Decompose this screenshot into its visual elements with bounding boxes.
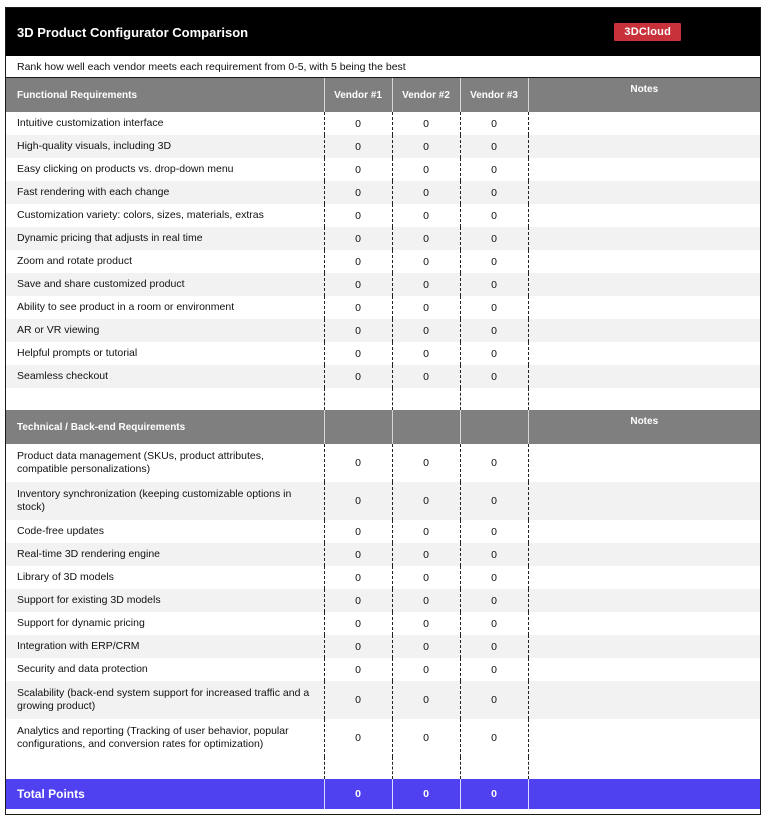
table-row — [6, 158, 760, 181]
instructions-text: Rank how well each vendor meets each requirement from 0-5, with 5 being the best — [6, 56, 760, 78]
vendor-2-score[interactable]: 0 — [392, 158, 460, 181]
table-row — [6, 181, 760, 204]
vendor-1-score[interactable]: 0 — [324, 158, 392, 181]
table-row — [6, 543, 760, 566]
table-row — [6, 365, 760, 388]
comparison-sheet — [5, 7, 761, 815]
requirement-label: Analytics and reporting (Tracking of user behavior, popular configurations, and conversion rates for optimization) — [17, 725, 289, 750]
table-row — [6, 520, 760, 543]
requirement-label: Inventory synchronization (keeping customizable options in stock) — [6, 482, 324, 520]
notes-cell[interactable] — [528, 719, 760, 757]
vendor-2-score[interactable]: 0 — [392, 444, 460, 482]
title-bar — [6, 8, 760, 56]
vendor-3-score[interactable]: 0 — [460, 250, 528, 273]
vendor-3-score[interactable]: 0 — [460, 520, 528, 543]
vendor-1-score[interactable]: 0 — [324, 227, 392, 250]
vendor-1-score[interactable]: 0 — [324, 520, 392, 543]
vendor-3-score[interactable]: 0 — [460, 204, 528, 227]
vendor-2-score[interactable]: 0 — [392, 566, 460, 589]
vendor-2-score[interactable]: 0 — [392, 365, 460, 388]
requirement-label: Support for existing 3D models — [6, 589, 324, 612]
requirement-label: AR or VR viewing — [6, 319, 324, 342]
total-vendor-3: 0 — [460, 779, 528, 809]
vendor-3-header: Vendor #3 — [460, 78, 528, 112]
vendor-1-header: Vendor #1 — [324, 78, 392, 112]
vendor-1-score[interactable]: 0 — [324, 250, 392, 273]
vendor-3-score[interactable]: 0 — [460, 719, 528, 757]
requirement-label: Integration with ERP/CRM — [6, 635, 324, 658]
vendor-1-score[interactable]: 0 — [324, 112, 392, 135]
vendor-1-score[interactable]: 0 — [324, 444, 392, 482]
vendor-1-score[interactable]: 0 — [324, 204, 392, 227]
notes-cell[interactable] — [528, 273, 760, 296]
table-row — [6, 273, 760, 296]
notes-cell[interactable] — [528, 681, 760, 719]
requirement-label: Real-time 3D rendering engine — [6, 543, 324, 566]
requirement-label: Code-free updates — [17, 525, 104, 537]
requirement-label: Security and data protection — [17, 663, 148, 675]
vendor-2-score[interactable]: 0 — [392, 589, 460, 612]
vendor-3-score[interactable]: 0 — [460, 482, 528, 520]
technical-notes-header: Notes — [528, 410, 760, 444]
vendor-2-score[interactable]: 0 — [392, 250, 460, 273]
requirement-label: Scalability (back-end system support for increased traffic and a growing product) — [6, 681, 324, 719]
total-label: Total Points — [6, 779, 324, 809]
notes-cell[interactable] — [528, 135, 760, 158]
vendor-1-score[interactable]: 0 — [324, 365, 392, 388]
notes-header: Notes — [528, 78, 760, 112]
vendor-1-score[interactable]: 0 — [324, 319, 392, 342]
table-row — [6, 342, 760, 365]
requirement-label: Easy clicking on products vs. drop-down menu — [17, 163, 234, 175]
notes-cell[interactable] — [528, 204, 760, 227]
vendor-2-score[interactable]: 0 — [392, 296, 460, 319]
vendor-2-score[interactable]: 0 — [392, 635, 460, 658]
requirement-label: Save and share customized product — [6, 273, 324, 296]
requirement-label: Intuitive customization interface — [17, 117, 164, 129]
table-row — [6, 658, 760, 681]
vendor-3-score[interactable]: 0 — [460, 365, 528, 388]
table-row — [6, 612, 760, 635]
technical-vendor-2-header — [392, 410, 460, 444]
vendor-1-score[interactable]: 0 — [324, 296, 392, 319]
vendor-2-score[interactable]: 0 — [392, 543, 460, 566]
spacer-row — [6, 757, 760, 779]
vendor-3-score[interactable]: 0 — [460, 681, 528, 719]
vendor-3-score[interactable]: 0 — [460, 273, 528, 296]
technical-heading: Technical / Back-end Requirements — [6, 410, 324, 444]
vendor-3-score[interactable]: 0 — [460, 543, 528, 566]
vendor-2-score[interactable]: 0 — [392, 112, 460, 135]
notes-cell[interactable] — [528, 227, 760, 250]
vendor-2-score[interactable]: 0 — [392, 658, 460, 681]
vendor-3-score[interactable]: 0 — [460, 319, 528, 342]
notes-cell[interactable] — [528, 365, 760, 388]
notes-cell[interactable] — [528, 566, 760, 589]
requirement-label: Library of 3D models — [17, 571, 114, 583]
total-row — [6, 779, 760, 809]
vendor-1-score[interactable]: 0 — [324, 612, 392, 635]
table-row — [6, 319, 760, 342]
table-row — [6, 589, 760, 612]
vendor-3-score[interactable]: 0 — [460, 635, 528, 658]
requirement-label: Ability to see product in a room or environment — [17, 301, 235, 313]
vendor-3-score[interactable]: 0 — [460, 296, 528, 319]
notes-cell[interactable] — [528, 520, 760, 543]
requirement-label: Dynamic pricing that adjusts in real time — [6, 227, 324, 250]
notes-cell[interactable] — [528, 112, 760, 135]
vendor-2-score[interactable]: 0 — [392, 273, 460, 296]
table-row — [6, 444, 760, 482]
vendor-2-score[interactable]: 0 — [392, 204, 460, 227]
vendor-1-score[interactable]: 0 — [324, 681, 392, 719]
table-row — [6, 635, 760, 658]
notes-cell[interactable] — [528, 296, 760, 319]
table-row — [6, 204, 760, 227]
requirement-label: Customization variety: colors, sizes, materials, extras — [17, 209, 264, 221]
vendor-3-score[interactable]: 0 — [460, 612, 528, 635]
spacer-row — [6, 388, 760, 410]
vendor-1-score[interactable]: 0 — [324, 273, 392, 296]
requirements-table — [6, 78, 760, 809]
vendor-1-score[interactable]: 0 — [324, 719, 392, 757]
notes-cell[interactable] — [528, 543, 760, 566]
notes-cell[interactable] — [528, 482, 760, 520]
vendor-2-score[interactable]: 0 — [392, 181, 460, 204]
vendor-2-score[interactable]: 0 — [392, 342, 460, 365]
technical-header-row — [6, 410, 760, 444]
requirement-label: High-quality visuals, including 3D — [6, 135, 324, 158]
requirement-label: Seamless checkout — [6, 365, 324, 388]
vendor-2-score[interactable]: 0 — [392, 227, 460, 250]
notes-cell[interactable] — [528, 612, 760, 635]
functional-header-row — [6, 78, 760, 112]
vendor-1-score[interactable]: 0 — [324, 635, 392, 658]
vendor-3-score[interactable]: 0 — [460, 227, 528, 250]
notes-cell[interactable] — [528, 319, 760, 342]
table-row — [6, 112, 760, 135]
vendor-1-score[interactable]: 0 — [324, 135, 392, 158]
table-row — [6, 227, 760, 250]
vendor-1-score[interactable]: 0 — [324, 342, 392, 365]
vendor-3-score[interactable]: 0 — [460, 135, 528, 158]
vendor-1-score[interactable]: 0 — [324, 181, 392, 204]
vendor-2-score[interactable]: 0 — [392, 612, 460, 635]
vendor-2-score[interactable]: 0 — [392, 319, 460, 342]
vendor-2-score[interactable]: 0 — [392, 135, 460, 158]
vendor-1-score[interactable]: 0 — [324, 566, 392, 589]
total-vendor-1: 0 — [324, 779, 392, 809]
total-notes — [528, 779, 760, 809]
table-row — [6, 296, 760, 319]
notes-cell[interactable] — [528, 444, 760, 482]
functional-rows — [6, 112, 760, 388]
functional-heading: Functional Requirements — [6, 78, 324, 112]
table-row — [6, 482, 760, 520]
notes-cell[interactable] — [528, 658, 760, 681]
vendor-1-score[interactable]: 0 — [324, 482, 392, 520]
requirement-label: Fast rendering with each change — [6, 181, 324, 204]
vendor-3-score[interactable]: 0 — [460, 181, 528, 204]
table-row — [6, 250, 760, 273]
vendor-3-score[interactable]: 0 — [460, 444, 528, 482]
notes-cell[interactable] — [528, 342, 760, 365]
technical-vendor-3-header — [460, 410, 528, 444]
vendor-1-score[interactable]: 0 — [324, 658, 392, 681]
table-row — [6, 566, 760, 589]
requirement-label: Helpful prompts or tutorial — [17, 347, 138, 359]
vendor-3-score[interactable]: 0 — [460, 589, 528, 612]
vendor-3-score[interactable]: 0 — [460, 158, 528, 181]
notes-cell[interactable] — [528, 589, 760, 612]
page-title: 3D Product Configurator Comparison — [17, 24, 249, 40]
requirement-label: Product data management (SKUs, product attributes, compatible personalizations) — [17, 450, 264, 475]
requirement-label: Support for dynamic pricing — [17, 617, 145, 629]
brand-logo: 3DCloud — [614, 23, 681, 41]
notes-cell[interactable] — [528, 635, 760, 658]
notes-cell[interactable] — [528, 181, 760, 204]
vendor-3-score[interactable]: 0 — [460, 342, 528, 365]
table-row — [6, 719, 760, 757]
table-row — [6, 681, 760, 719]
vendor-2-score[interactable]: 0 — [392, 681, 460, 719]
vendor-1-score[interactable]: 0 — [324, 589, 392, 612]
vendor-2-score[interactable]: 0 — [392, 520, 460, 543]
requirement-label: Zoom and rotate product — [17, 255, 132, 267]
technical-rows — [6, 444, 760, 757]
notes-cell[interactable] — [528, 158, 760, 181]
vendor-2-header: Vendor #2 — [392, 78, 460, 112]
technical-vendor-1-header — [324, 410, 392, 444]
vendor-2-score[interactable]: 0 — [392, 719, 460, 757]
vendor-1-score[interactable]: 0 — [324, 543, 392, 566]
vendor-2-score[interactable]: 0 — [392, 482, 460, 520]
notes-cell[interactable] — [528, 250, 760, 273]
table-row — [6, 135, 760, 158]
vendor-3-score[interactable]: 0 — [460, 112, 528, 135]
total-vendor-2: 0 — [392, 779, 460, 809]
vendor-3-score[interactable]: 0 — [460, 658, 528, 681]
vendor-3-score[interactable]: 0 — [460, 566, 528, 589]
